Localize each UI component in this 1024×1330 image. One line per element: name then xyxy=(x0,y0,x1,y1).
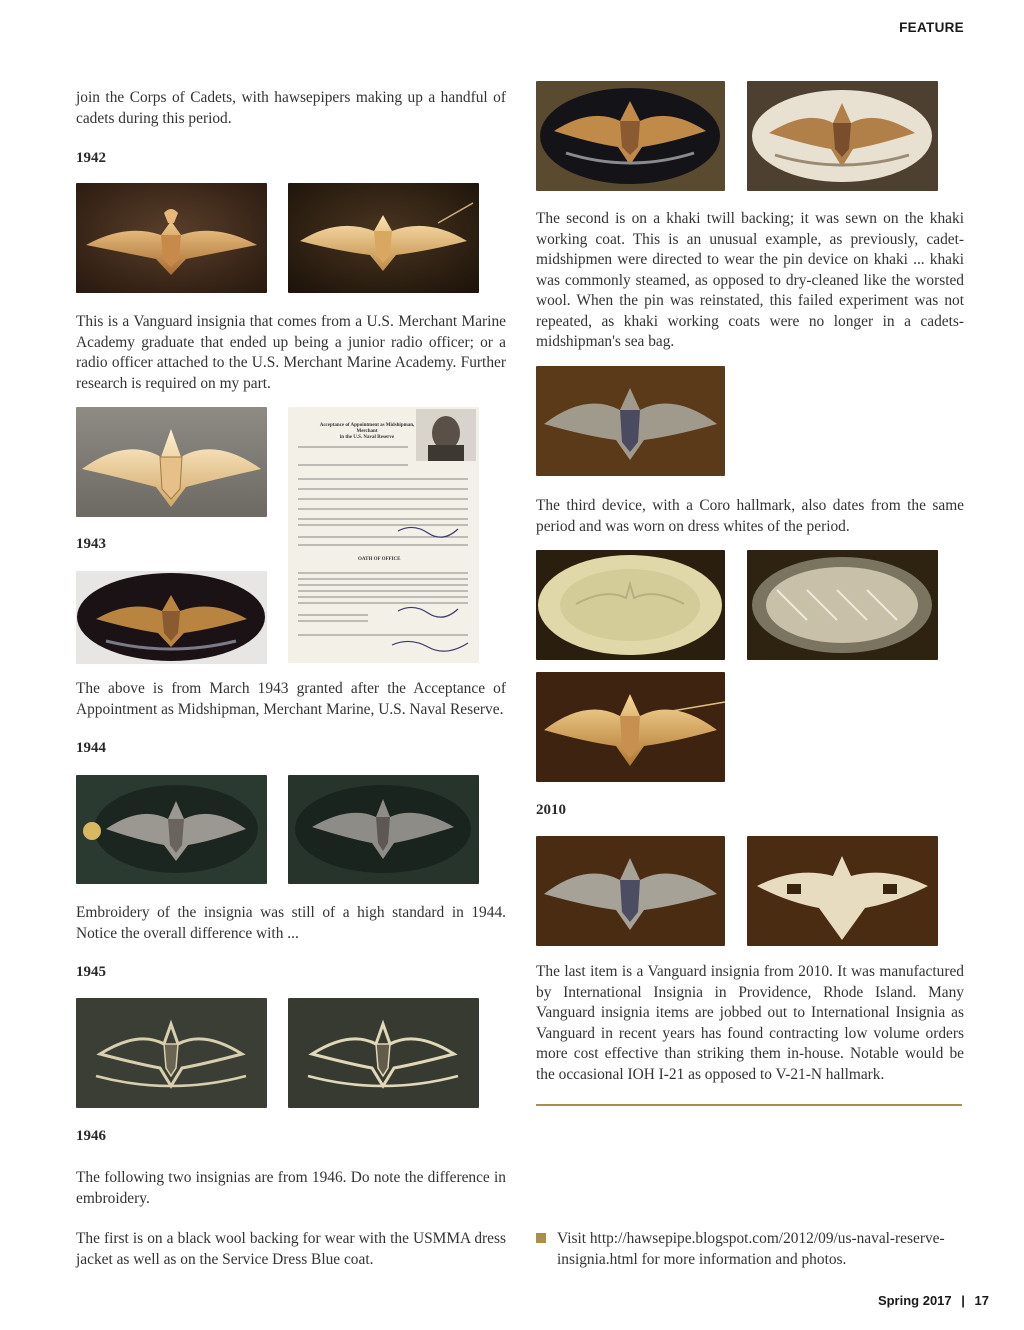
footer-separator: | xyxy=(961,1293,965,1308)
visit-note: Visit http://hawsepipe.blogspot.com/2012/09/us-naval-reserve-insignia.html for more information and photos. xyxy=(557,1230,945,1268)
paragraph-1946-first: The first is on a black wool backing for wear with the USMMA dress jacket as well as on the Service Dress Blue coat. xyxy=(76,1230,506,1268)
bullet-square-icon xyxy=(536,1233,546,1243)
paragraph-1946-intro: The following two insignias are from 1946. Do note the difference in embroidery. xyxy=(76,1169,506,1207)
insignia-photo-1943-gold xyxy=(76,407,267,517)
insignia-photo-white-back xyxy=(747,550,938,660)
intro-paragraph: join the Corps of Cadets, with hawsepipers making up a handful of cadets during this period. xyxy=(76,89,506,127)
insignia-photo-1943-embroidered xyxy=(76,571,267,664)
insignia-photo-1944-a xyxy=(76,775,267,884)
insignia-photo-white-front xyxy=(536,550,725,660)
insignia-photo-coro xyxy=(536,366,725,476)
heading-1946: 1946 xyxy=(76,1128,106,1144)
section-divider xyxy=(536,1104,962,1106)
section-label: FEATURE xyxy=(899,20,964,35)
document-oath-heading: OATH OF OFFICE xyxy=(358,557,401,562)
insignia-photo-1945-b xyxy=(288,998,479,1108)
insignia-photo-2010-back xyxy=(747,836,938,946)
paragraph-third-device: The third device, with a Coro hallmark, also dates from the same period and was worn on dress whites of the period. xyxy=(536,497,964,535)
paragraph-1942: This is a Vanguard insignia that comes from a U.S. Merchant Marine Academy graduate that ended up being a junior radio officer; or a radio officer attached to the U.S. Merchant Marine Academy. Further research is required on my part. xyxy=(76,313,506,392)
page-footer xyxy=(878,1293,989,1308)
insignia-photo-1944-b xyxy=(288,775,479,884)
paragraph-second-device: The second is on a khaki twill backing; it was sewn on the khaki working coat. This is an unusual example, as previously, cadet-midshipmen were directed to wear the pin device on khaki ... khaki was commonly steamed, as opposed to dry-cleaned like the worsted wool. When the pin was reinstated, this failed experiment was not repeated, as khaki working coats were no longer in a cadets-midshipman's sea bag. xyxy=(536,210,964,350)
issue-label: Spring 2017 xyxy=(877,1293,952,1308)
heading-1943: 1943 xyxy=(76,536,106,552)
insignia-photo-gold-pin xyxy=(536,672,725,782)
paragraph-2010: The last item is a Vanguard insignia from 2010. It was manufactured by International Insignia in Providence, Rhode Island. Many Vanguard insignia items are jobbed out to International Insignia as Vanguard in recent years has found contracting low volume orders more cost effective than striking them in-house. Notable would be the occasional IOH I-21 as opposed to V-21-N hallmark. xyxy=(536,963,964,1083)
insignia-photo-1946-black xyxy=(536,81,725,191)
paragraph-1943: The above is from March 1943 granted after the Acceptance of Appointment as Midshipman, Merchant Marine, U.S. Naval Reserve. xyxy=(76,680,506,718)
heading-1945: 1945 xyxy=(76,964,106,980)
insignia-photo-1942-a xyxy=(76,183,267,293)
insignia-photo-2010-front xyxy=(536,836,725,946)
insignia-photo-1945-a xyxy=(76,998,267,1108)
heading-2010: 2010 xyxy=(536,802,566,818)
appointment-document-photo xyxy=(288,407,479,663)
paragraph-1944: Embroidery of the insignia was still of a high standard in 1944. Notice the overall difference with ... xyxy=(76,904,506,942)
insignia-photo-1946-khaki xyxy=(747,81,938,191)
heading-1942: 1942 xyxy=(76,150,106,166)
heading-1944: 1944 xyxy=(76,740,106,756)
document-title: Acceptance of Appointment as Midshipman, Merchant in the U.S. Naval Reserve xyxy=(319,423,415,440)
insignia-photo-1942-b xyxy=(288,183,479,293)
page-number: 17 xyxy=(974,1293,989,1308)
